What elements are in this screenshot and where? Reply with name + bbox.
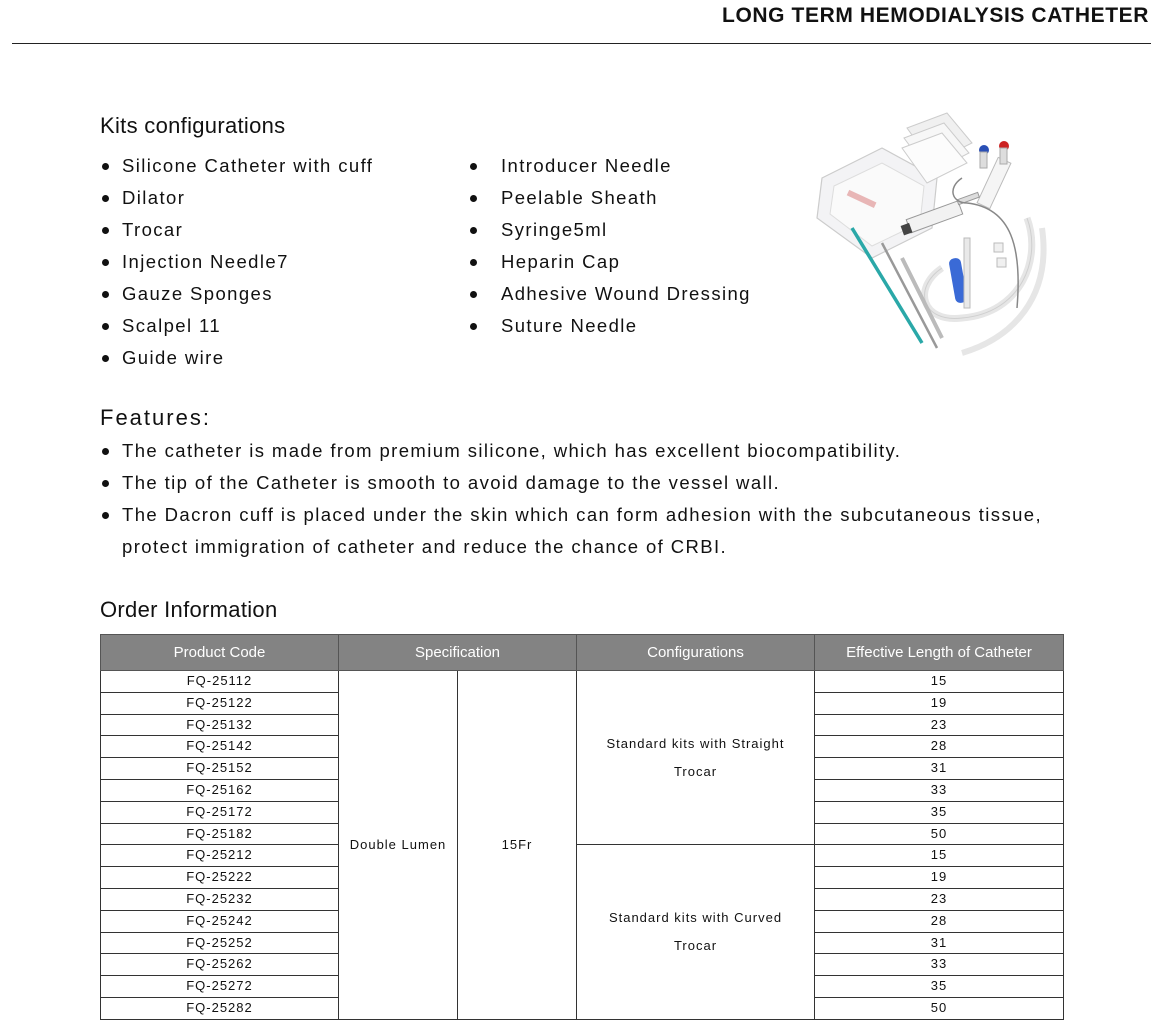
- length-cell: 15: [815, 845, 1064, 867]
- length-cell: 33: [815, 779, 1064, 801]
- length-cell: 15: [815, 671, 1064, 693]
- length-cell: 50: [815, 997, 1064, 1019]
- catheter-kit-image: [812, 108, 1062, 366]
- length-cell: 50: [815, 823, 1064, 845]
- product-code-cell: FQ-25242: [101, 910, 339, 932]
- bullet-icon: [102, 227, 109, 234]
- list-item: The tip of the Catheter is smooth to avoid damage to the vessel wall.: [102, 472, 1082, 504]
- bullet-icon: [102, 512, 109, 519]
- product-code-cell: FQ-25252: [101, 932, 339, 954]
- bullet-icon: [102, 323, 109, 330]
- column-header: Product Code: [101, 635, 339, 671]
- product-code-cell: FQ-25122: [101, 692, 339, 714]
- configuration-cell: Standard kits with Straight Trocar: [577, 671, 815, 845]
- product-code-cell: FQ-25182: [101, 823, 339, 845]
- length-cell: 31: [815, 758, 1064, 780]
- column-header: Configurations: [577, 635, 815, 671]
- product-code-cell: FQ-25232: [101, 888, 339, 910]
- bullet-icon: [470, 323, 477, 330]
- header-divider: [12, 43, 1151, 44]
- length-cell: 19: [815, 867, 1064, 889]
- column-header: Effective Length of Catheter: [815, 635, 1064, 671]
- configuration-cell: Standard kits with Curved Trocar: [577, 845, 815, 1019]
- length-cell: 23: [815, 714, 1064, 736]
- length-cell: 35: [815, 976, 1064, 998]
- length-cell: 28: [815, 736, 1064, 758]
- length-cell: 19: [815, 692, 1064, 714]
- order-table: [100, 634, 1064, 1020]
- product-code-cell: FQ-25272: [101, 976, 339, 998]
- order-section-title: Order Information: [100, 597, 278, 622]
- spec-lumen-cell: Double Lumen: [339, 671, 458, 1020]
- bullet-icon: [102, 355, 109, 362]
- table-row: [101, 845, 1064, 867]
- bullet-icon: [102, 291, 109, 298]
- product-code-cell: FQ-25152: [101, 758, 339, 780]
- page-title: LONG TERM HEMODIALYSIS CATHETER: [722, 4, 1149, 27]
- column-header: Specification: [339, 635, 577, 671]
- bullet-icon: [470, 291, 477, 298]
- product-code-cell: FQ-25282: [101, 997, 339, 1019]
- spec-size-cell: 15Fr: [458, 671, 577, 1020]
- bullet-icon: [102, 259, 109, 266]
- list-item: The Dacron cuff is placed under the skin which can form adhesion with the subcutaneous tissue, protect immigration of catheter and reduce the chance of CRBI.: [102, 499, 1082, 563]
- length-cell: 35: [815, 801, 1064, 823]
- product-code-cell: FQ-25112: [101, 671, 339, 693]
- product-code-cell: FQ-25142: [101, 736, 339, 758]
- bullet-icon: [470, 195, 477, 202]
- bullet-icon: [102, 480, 109, 487]
- table-header-row: [101, 635, 1064, 671]
- table-row: [101, 671, 1064, 693]
- kits-section-title: Kits configurations: [100, 113, 286, 138]
- bullet-icon: [102, 163, 109, 170]
- length-cell: 23: [815, 888, 1064, 910]
- bullet-icon: [470, 227, 477, 234]
- length-cell: 31: [815, 932, 1064, 954]
- length-cell: 28: [815, 910, 1064, 932]
- product-code-cell: FQ-25162: [101, 779, 339, 801]
- features-section-title: Features:: [100, 405, 211, 430]
- product-code-cell: FQ-25172: [101, 801, 339, 823]
- product-code-cell: FQ-25132: [101, 714, 339, 736]
- features-list: [102, 440, 1082, 568]
- product-code-cell: FQ-25222: [101, 867, 339, 889]
- bullet-icon: [470, 163, 477, 170]
- length-cell: 33: [815, 954, 1064, 976]
- bullet-icon: [470, 259, 477, 266]
- product-code-cell: FQ-25212: [101, 845, 339, 867]
- list-item: The catheter is made from premium silicone, which has excellent biocompatibility.: [102, 440, 1082, 472]
- bullet-icon: [102, 195, 109, 202]
- bullet-icon: [102, 448, 109, 455]
- product-code-cell: FQ-25262: [101, 954, 339, 976]
